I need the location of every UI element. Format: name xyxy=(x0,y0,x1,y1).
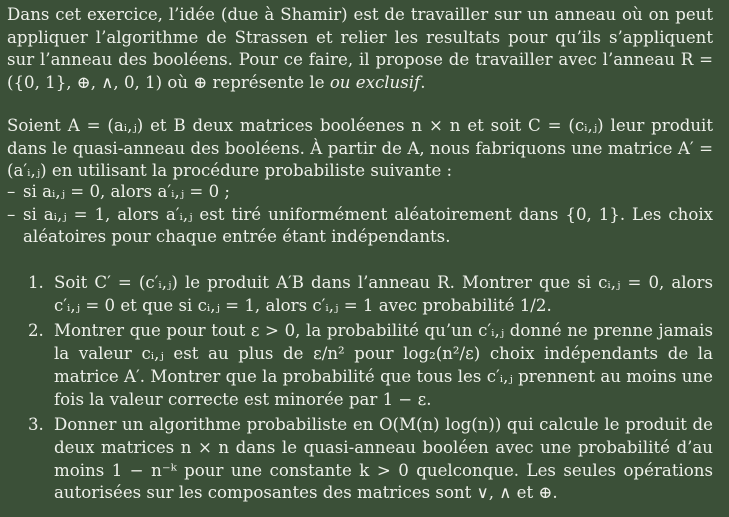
question-item xyxy=(28,320,713,411)
intro-emphasis: ou exclusif xyxy=(329,73,421,93)
setup-paragraph: Soient A = (aᵢ,ⱼ) et B deux matrices booléenes n × n et soit C = (cᵢ,ⱼ) leur produit dans le quasi-anneau des booléens. À partir de A, nous fabriquons une matrice A′ = (a′ᵢ,ⱼ) en utilisant la procédure probabiliste suivante : xyxy=(7,116,713,181)
bullet-dash: – xyxy=(7,182,16,201)
question-list xyxy=(28,272,713,508)
procedure-item xyxy=(7,181,713,204)
procedure-item-text: si aᵢ,ⱼ = 0, alors a′ᵢ,ⱼ = 0 ; xyxy=(23,182,230,201)
intro-end: . xyxy=(420,73,426,93)
procedure-item-text: si aᵢ,ⱼ = 1, alors a′ᵢ,ⱼ est tiré uniformément aléatoirement dans {0, 1}. Les choix aléatoires pour chaque entrée étant indépendants. xyxy=(23,204,713,247)
question-number: 2. xyxy=(28,321,44,341)
bullet-dash: – xyxy=(7,204,16,224)
question-item xyxy=(28,414,713,505)
question-number: 3. xyxy=(28,415,44,435)
intro-paragraph xyxy=(7,4,713,95)
question-item xyxy=(28,272,713,317)
intro-text: Dans cet exercice, l’idée (due à Shamir) est de travailler sur un anneau où on peut appliquer l’algorithme de Strassen et relier les resultats pour qu’ils s’appliquent sur l’anneau des booléens. Pour ce faire, il propose de travailler avec l’anneau R = ({0, 1}, ⊕, ∧, 0, 1) où ⊕ représente le xyxy=(7,5,713,93)
procedure-item xyxy=(7,204,713,249)
question-text: Soit C′ = (c′ᵢ,ⱼ) le produit A′B dans l’anneau R. Montrer que si cᵢ,ⱼ = 0, alors c′ᵢ,ⱼ = 0 et que si cᵢ,ⱼ = 1, alors c′ᵢ,ⱼ = 1 avec probabilité 1/2. xyxy=(54,273,713,315)
question-text: Montrer que pour tout ε > 0, la probabilité qu’un c′ᵢ,ⱼ donné ne prenne jamais la valeur cᵢ,ⱼ est au plus de ε/n² pour log₂(n²/ε) choix indépendants de la matrice A′. Montrer que la probabilité que tous les c′ᵢ,ⱼ prennent au moins une fois la valeur correcte est minorée par 1 − ε. xyxy=(54,321,713,409)
question-number: 1. xyxy=(28,273,44,292)
question-text: Donner un algorithme probabiliste en O(M(n) log(n)) qui calcule le produit de deux matrices n × n dans le quasi-anneau booléen avec une probabilité d’au moins 1 − n⁻ᵏ pour une constante k > 0 quelconque. Les seules opérations autorisées sur les composantes des matrices sont ∨, ∧ et ⊕. xyxy=(54,415,713,503)
procedure-list xyxy=(7,181,713,249)
